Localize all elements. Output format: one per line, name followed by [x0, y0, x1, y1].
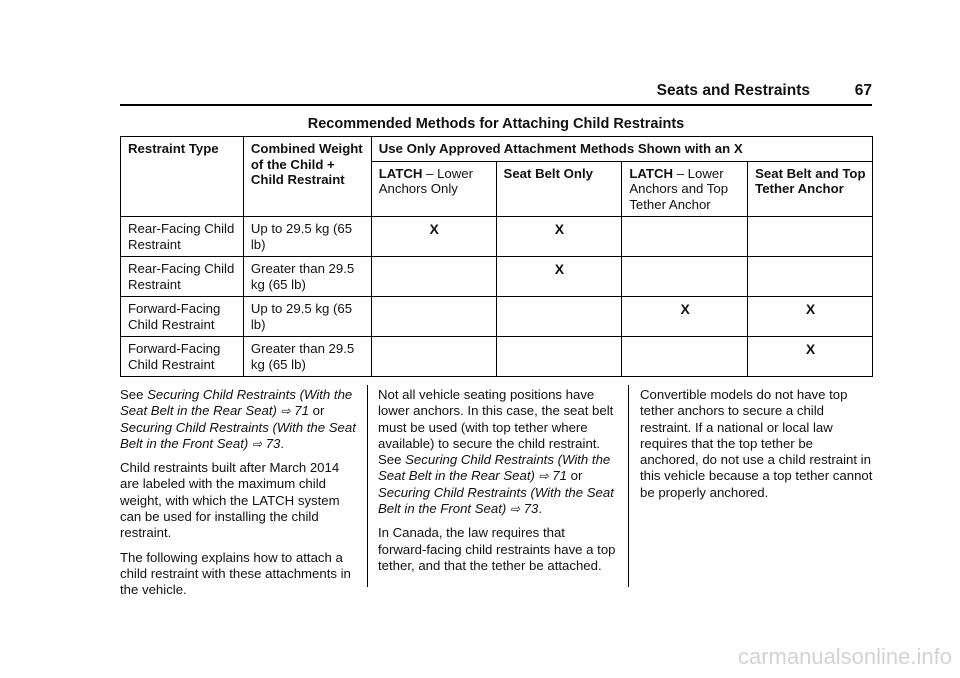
mark-cell: X	[371, 217, 496, 257]
restraint-type-cell: Forward-Facing Child Restraint	[121, 297, 244, 337]
mark-cell	[622, 337, 748, 377]
table-header-row	[121, 137, 873, 162]
subheader-latch-lower-and-top: LATCH – Lower Anchors and Top Tether Anchor	[622, 161, 748, 217]
mark-cell	[496, 297, 622, 337]
weight-cell: Greater than 29.5 kg (65 lb)	[243, 257, 371, 297]
page-header	[120, 78, 872, 106]
mark-cell: X	[748, 337, 873, 377]
site-watermark: carmanualsonline.info	[737, 644, 952, 669]
text-column-2	[378, 387, 616, 582]
mark-cell: X	[622, 297, 748, 337]
column-divider	[367, 385, 368, 587]
mark-cell: X	[496, 217, 622, 257]
restraint-type-cell: Rear-Facing Child Restraint	[121, 257, 244, 297]
header-combined-weight: Combined Weight of the Child + Child Restraint	[243, 137, 371, 217]
mark-cell	[496, 337, 622, 377]
mark-cell	[371, 257, 496, 297]
restraint-type-cell: Forward-Facing Child Restraint	[121, 337, 244, 377]
weight-cell: Up to 29.5 kg (65 lb)	[243, 217, 371, 257]
cross-reference-link[interactable]: Securing Child Restraints (With the Seat Belt in the Front Seat) ⇨ 73	[120, 419, 356, 451]
text-column-1	[120, 387, 356, 607]
table-row	[121, 217, 873, 257]
weight-cell: Up to 29.5 kg (65 lb)	[243, 297, 371, 337]
mark-cell	[622, 217, 748, 257]
cross-reference-link[interactable]: Securing Child Restraints (With the Seat Belt in the Front Seat) ⇨ 73	[378, 484, 614, 517]
body-paragraph: Not all vehicle seating positions have lower anchors. In this case, the seat belt must be used (with top tether where available) to secure the child restraint. See Securing Child Restraints (With the Seat Belt in the Rear Seat) ⇨ 71 or Securing Child Restraints (With the Seat Belt in the Front Seat) ⇨ 73.	[378, 387, 614, 517]
subheader-seat-belt-only: Seat Belt Only	[496, 161, 622, 217]
page-number: 67	[854, 82, 872, 99]
table-row	[121, 297, 873, 337]
header-restraint-type: Restraint Type	[121, 137, 244, 217]
body-paragraph: Convertible models do not have top tether anchors to secure a child restraint. If a national or local law requires that the top tether be anchored, do not use a child restraint in this vehicle because a top tether cannot be properly anchored.	[640, 387, 873, 500]
page-reference-arrow-icon: ⇨	[538, 469, 549, 484]
section-title: Seats and Restraints	[656, 82, 810, 99]
table-caption: Recommended Methods for Attaching Child Restraints	[307, 116, 685, 132]
subheader-belt-and-tether: Seat Belt and Top Tether Anchor	[748, 161, 873, 217]
mark-cell: X	[496, 257, 622, 297]
attachment-methods-table	[120, 136, 873, 377]
mark-cell	[748, 217, 873, 257]
page-reference-arrow-icon: ⇨	[509, 502, 521, 517]
body-paragraph: The following explains how to attach a child restraint with these attachments in the vehicle.	[120, 549, 351, 598]
weight-cell: Greater than 29.5 kg (65 lb)	[243, 337, 371, 377]
mark-cell	[371, 337, 496, 377]
cross-reference-link[interactable]: Securing Child Restraints (With the Seat Belt in the Rear Seat) ⇨ 71	[120, 387, 353, 419]
see-references-paragraph: See Securing Child Restraints (With the Seat Belt in the Rear Seat) ⇨ 71 or Securing Child Restraints (With the Seat Belt in the Front Seat) ⇨ 73.	[120, 387, 356, 451]
column-divider	[628, 385, 629, 587]
mark-cell	[371, 297, 496, 337]
table-row	[121, 257, 873, 297]
text-column-3	[640, 387, 875, 509]
restraint-type-cell: Rear-Facing Child Restraint	[121, 217, 244, 257]
cross-reference-link[interactable]: Securing Child Restraints (With the Seat Belt in the Rear Seat) ⇨ 71	[378, 452, 611, 484]
subheader-latch-lower-anchors: LATCH – Lower Anchors Only	[371, 161, 496, 217]
page-reference-arrow-icon: ⇨	[251, 436, 263, 451]
body-paragraph: Child restraints built after March 2014 are labeled with the maximum child weight, with which the LATCH system can be used for installing the child restraint.	[120, 460, 340, 541]
mark-cell	[622, 257, 748, 297]
mark-cell	[748, 257, 873, 297]
page-reference-arrow-icon: ⇨	[280, 404, 291, 419]
header-approved-methods: Use Only Approved Attachment Methods Shown with an X	[371, 137, 872, 162]
table-row	[121, 337, 873, 377]
mark-cell: X	[748, 297, 873, 337]
body-paragraph: In Canada, the law requires that forward-facing child restraints have a top tether, and that the tether be attached.	[378, 525, 616, 573]
